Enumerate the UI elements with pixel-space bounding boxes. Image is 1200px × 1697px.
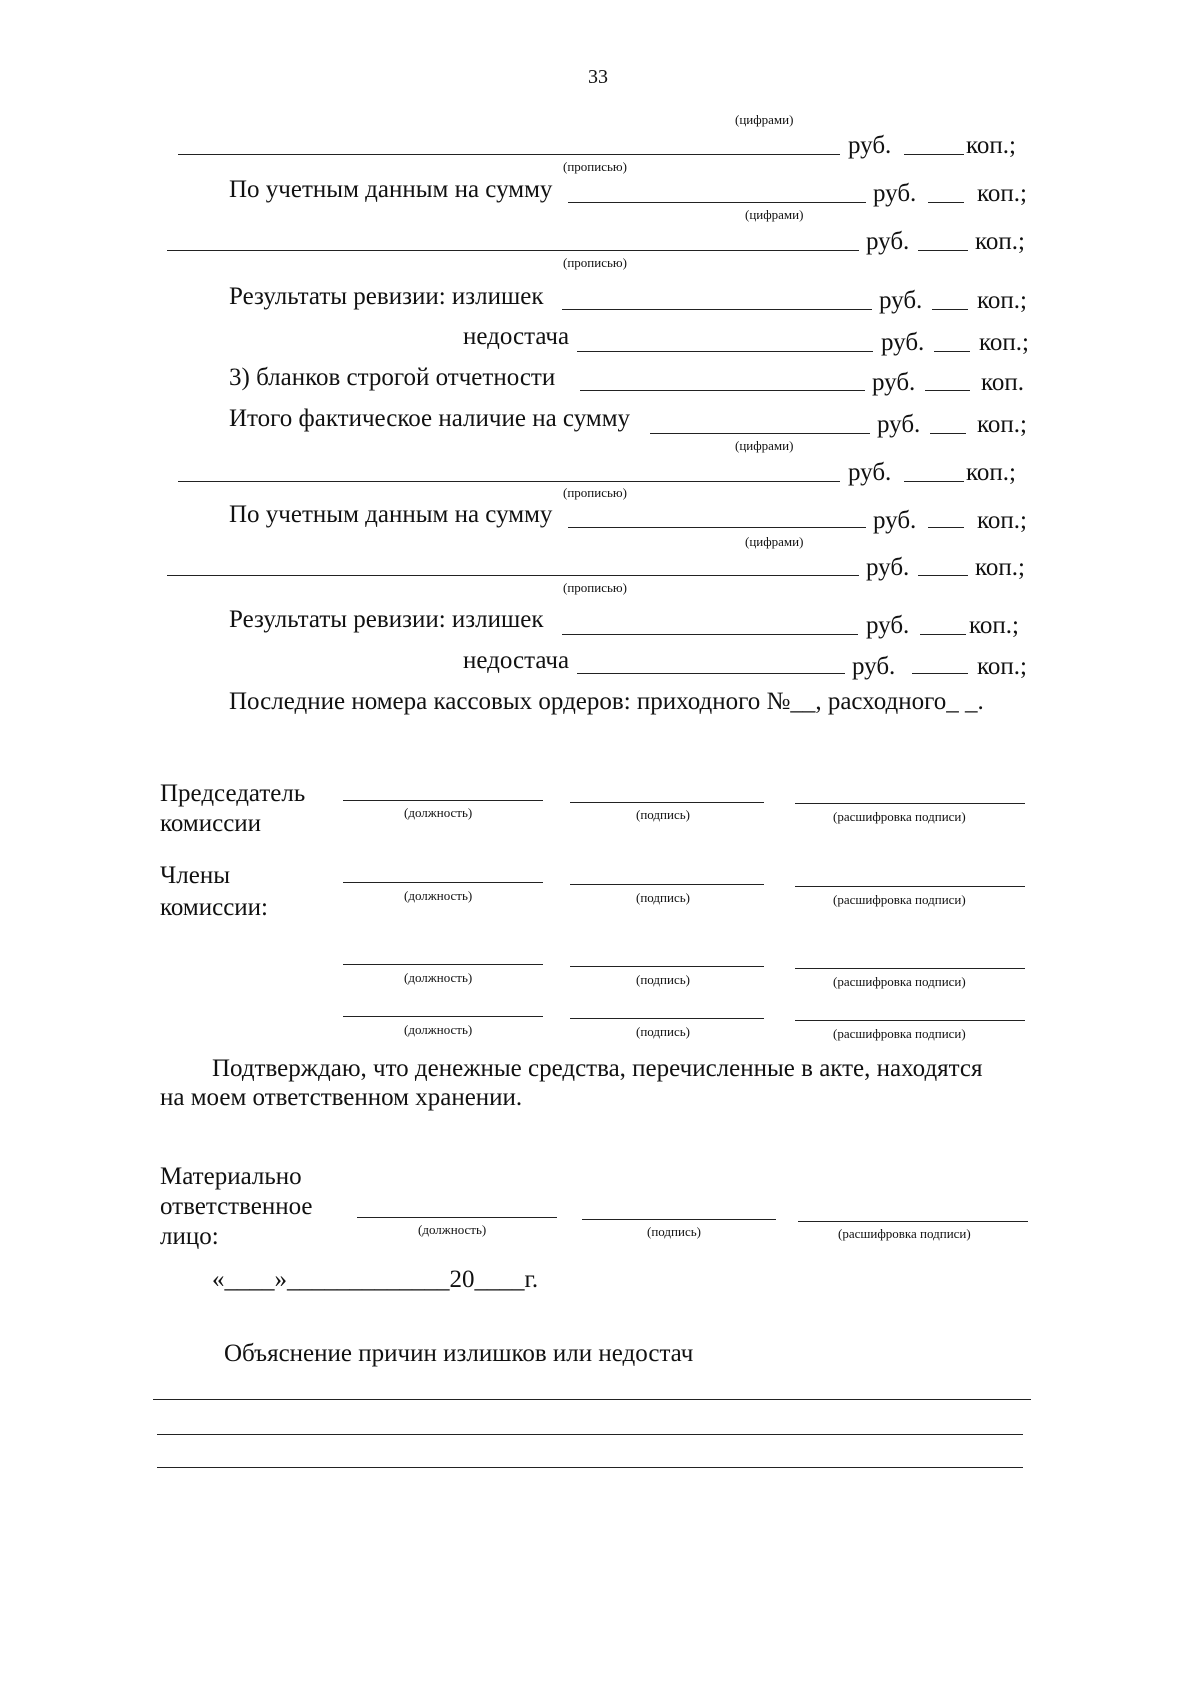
kop-label: коп. (981, 369, 1025, 396)
label-rasshifrovka: (расшифровка подписи) (833, 974, 966, 989)
rub-label: руб. (877, 411, 921, 438)
confirm-text-2: на моем ответственном хранении. (160, 1084, 523, 1111)
rub-label: руб. (866, 228, 910, 255)
blanki-label: 3) бланков строгой отчетности (229, 364, 556, 391)
mol-label-2: ответственное (160, 1193, 313, 1220)
label-dolzhnost: (должность) (404, 970, 473, 985)
label-propisyu: (прописью) (563, 255, 627, 270)
nedostacha-label: недостача (463, 647, 570, 674)
kop-line[interactable] (925, 390, 970, 391)
label-ciframi: (цифрами) (735, 438, 794, 453)
explanation-line[interactable] (153, 1399, 1031, 1400)
kop-label: коп.; (969, 612, 1019, 639)
izlishek-line[interactable] (562, 309, 872, 310)
amount-words-line[interactable] (167, 250, 859, 251)
mol-label-1: Материально (160, 1163, 302, 1190)
itogo-label: Итого фактическое наличие на сумму (229, 405, 631, 432)
label-podpis: (подпись) (647, 1224, 701, 1239)
kop-line[interactable] (918, 575, 968, 576)
kop-line[interactable] (912, 673, 968, 674)
rezultaty-izlishek-label: Результаты ревизии: излишек (229, 606, 544, 633)
rub-label: руб. (848, 132, 892, 159)
nedostacha-label: недостача (463, 323, 570, 350)
confirm-text-1: Подтверждаю, что денежные средства, перечисленные в акте, находятся (212, 1055, 983, 1082)
amount-digits-line[interactable] (568, 202, 866, 203)
mol-signature-line[interactable] (582, 1219, 776, 1220)
kop-line[interactable] (932, 309, 968, 310)
rub-label: руб. (848, 459, 892, 486)
kop-line[interactable] (928, 527, 964, 528)
label-propisyu: (прописью) (563, 485, 627, 500)
kop-line[interactable] (934, 351, 970, 352)
kop-line[interactable] (920, 634, 966, 635)
member-name-line[interactable] (795, 968, 1025, 969)
kop-line[interactable] (918, 250, 968, 251)
member-signature-line[interactable] (570, 966, 764, 967)
kop-line[interactable] (904, 154, 964, 155)
kop-label: коп.; (977, 653, 1027, 680)
label-propisyu: (прописью) (563, 580, 627, 595)
label-rasshifrovka: (расшифровка подписи) (833, 892, 966, 907)
rub-label: руб. (873, 180, 917, 207)
label-propisyu: (прописью) (563, 159, 627, 174)
label-rasshifrovka: (расшифровка подписи) (833, 1026, 966, 1041)
member-position-line[interactable] (343, 1016, 543, 1017)
kop-label: коп.; (977, 507, 1027, 534)
kop-label: коп.; (966, 132, 1016, 159)
explanation-line[interactable] (157, 1434, 1023, 1435)
page-number: 33 (588, 66, 608, 88)
rub-label: руб. (873, 507, 917, 534)
member-signature-line[interactable] (570, 1018, 764, 1019)
explanation-label: Объяснение причин излишков или недостач (224, 1340, 694, 1367)
label-rasshifrovka: (расшифровка подписи) (833, 809, 966, 824)
label-dolzhnost: (должность) (404, 888, 473, 903)
chairman-label: Председатель (160, 780, 306, 807)
amount-digits-line[interactable] (568, 527, 866, 528)
chairman-position-line[interactable] (343, 800, 543, 801)
label-rasshifrovka: (расшифровка подписи) (838, 1226, 971, 1241)
label-podpis: (подпись) (636, 972, 690, 987)
member-signature-line[interactable] (570, 884, 764, 885)
amount-words-line[interactable] (178, 154, 840, 155)
member-name-line[interactable] (795, 1020, 1025, 1021)
izlishek-line[interactable] (562, 634, 858, 635)
label-ciframi: (цифрами) (735, 112, 794, 127)
kop-label: коп.; (977, 180, 1027, 207)
mol-position-line[interactable] (357, 1217, 557, 1218)
rub-label: руб. (881, 329, 925, 356)
kop-label: коп.; (979, 329, 1029, 356)
label-podpis: (подпись) (636, 1024, 690, 1039)
kop-line[interactable] (930, 433, 966, 434)
kop-label: коп.; (977, 411, 1027, 438)
mol-label-3: лицо: (160, 1223, 219, 1250)
label-ciframi: (цифрами) (745, 207, 804, 222)
chairman-name-line[interactable] (795, 803, 1025, 804)
mol-name-line[interactable] (798, 1221, 1028, 1222)
rub-label: руб. (872, 369, 916, 396)
member-name-line[interactable] (795, 886, 1025, 887)
kop-line[interactable] (928, 202, 964, 203)
nedostacha-line[interactable] (577, 351, 873, 352)
rub-label: руб. (866, 612, 910, 639)
member-position-line[interactable] (343, 882, 543, 883)
date-field[interactable]: «____»_____________20____г. (212, 1266, 539, 1293)
kop-label: коп.; (975, 554, 1025, 581)
blanki-line[interactable] (580, 390, 865, 391)
chairman-label-2: комиссии (160, 810, 262, 837)
label-dolzhnost: (должность) (418, 1222, 487, 1237)
rezultaty-izlishek-label: Результаты ревизии: излишек (229, 283, 544, 310)
kop-label: коп.; (977, 287, 1027, 314)
members-label: Члены (160, 862, 230, 889)
members-label-2: комиссии: (160, 894, 268, 921)
rub-label: руб. (879, 287, 923, 314)
member-position-line[interactable] (343, 964, 543, 965)
nedostacha-line[interactable] (577, 673, 845, 674)
kop-label: коп.; (975, 228, 1025, 255)
explanation-line[interactable] (157, 1467, 1023, 1468)
kop-line[interactable] (904, 481, 964, 482)
chairman-signature-line[interactable] (570, 802, 764, 803)
label-dolzhnost: (должность) (404, 1022, 473, 1037)
kop-label: коп.; (966, 459, 1016, 486)
rub-label: руб. (852, 653, 896, 680)
label-podpis: (подпись) (636, 807, 690, 822)
amount-words-line[interactable] (178, 481, 840, 482)
po-uchetnym-label: По учетным данным на сумму (229, 176, 553, 203)
po-uchetnym-label: По учетным данным на сумму (229, 501, 553, 528)
itogo-digits-line[interactable] (650, 433, 870, 434)
rub-label: руб. (866, 554, 910, 581)
label-ciframi: (цифрами) (745, 534, 804, 549)
amount-words-line[interactable] (167, 575, 859, 576)
label-podpis: (подпись) (636, 890, 690, 905)
label-dolzhnost: (должность) (404, 805, 473, 820)
last-orders-text: Последние номера кассовых ордеров: приходного №__, расходного_ _. (229, 688, 984, 715)
